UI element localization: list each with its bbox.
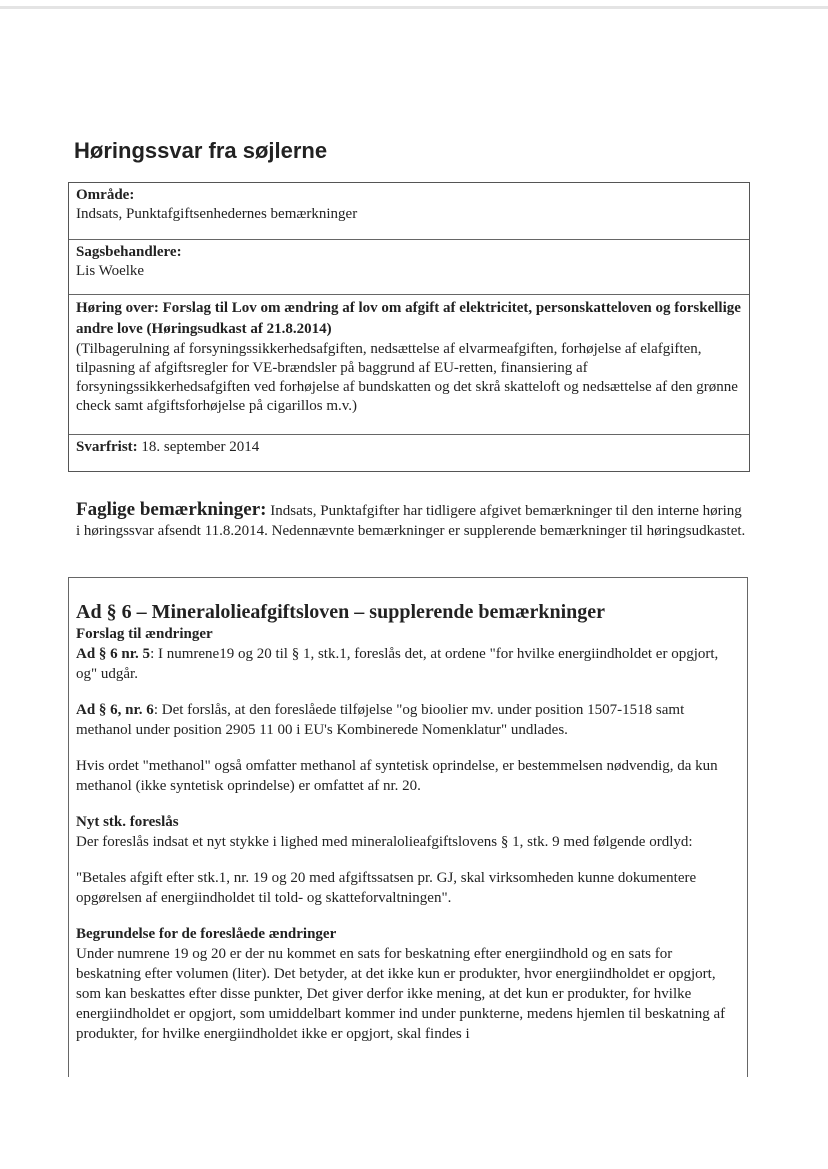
sagsbehandlere-value: Lis Woelke [76, 263, 145, 279]
row-omraade [69, 183, 749, 240]
paragraph-nyt-stk: Der foreslås indsat et nyt stykke i lighed med mineralolieafgiftslovens § 1, stk. 9 med følgende ordlyd: [76, 834, 693, 850]
hoering-description: (Tilbagerulning af forsyningssikkerhedsafgiften, nedsættelse af elvarmeafgiften, forhøjelse af elafgiften, tilpasning af afgiftsregler for VE-brændsler på baggrund af EU-retten, finansiering af forsyningssikkerhedsafgiften ved forhøjelse af bundskatten og det skrå skatteloft og nedsættelse af den grønne check samt afgiftsforhøjelse på cigarillos m.v.) [76, 341, 738, 414]
subheading-nyt-stk: Nyt stk. foreslås [76, 814, 179, 830]
subheading-begrundelse: Begrundelse for de foreslåede ændringer [76, 926, 337, 942]
hoering-label: Høring over: Forslag til Lov om ændring af lov om afgift af elektricitet, personskatteloven og forskellige andre love (Høringsudkast af 21.8.2014) [76, 300, 741, 337]
sagsbehandlere-label: Sagsbehandlere: [76, 244, 182, 260]
info-table [68, 182, 750, 472]
section-box [68, 577, 748, 1077]
faglige-paragraph [76, 500, 746, 541]
faglige-heading: Faglige bemærkninger: [76, 499, 267, 520]
faglige-text: Indsats, Punktafgifter har tidligere afgivet bemærkninger til den interne høring i høringssvar afsendt 11.8.2014. Nedennævnte bemærkninger er supplerende bemærkninger til høringsudkastet. [76, 503, 746, 539]
paragraph-nr5 [76, 644, 740, 684]
svarfrist-label: Svarfrist: [76, 439, 138, 455]
nr5-label: Ad § 6 nr. 5 [76, 646, 151, 662]
nr6-text: : Det forslås, at den foreslåede tilføjelse "og bioolier mv. under position 1507-1518 samt methanol under position 2905 11 00 i EU's Kombinerede Nomenklatur" undlades. [76, 702, 685, 738]
paragraph-quote: "Betales afgift efter stk.1, nr. 19 og 20 med afgiftssatsen pr. GJ, skal virksomheden kunne dokumentere opgørelsen af energiindholdet til told- og skatteforvaltningen". [76, 870, 697, 906]
row-sagsbehandlere [69, 240, 749, 295]
omraade-label: Område: [76, 187, 135, 203]
nr6-label: Ad § 6, nr. 6 [76, 702, 154, 718]
paragraph-begrundelse: Under numrene 19 og 20 er der nu kommet en sats for beskatning efter energiindhold og en sats for beskatning efter volumen (liter). Det betyder, at det ikke kun er produkter, hvor energiindholdet er opgjort, som kan beskattes efter disse punkter, Det giver derfor ikke mening, at det kun er produkter, for hvilke energiindholdet er opgjort, som umiddelbart kommer ind under punkterne, medens hjemlen til beskatning af produkter, for hvilke energiindholdet ikke er opgjort, skal findes i [76, 946, 726, 1042]
section-heading: Ad § 6 – Mineralolieafgiftsloven – supplerende bemærkninger [76, 601, 606, 623]
row-hoering [69, 295, 749, 435]
row-svarfrist [69, 435, 749, 471]
paragraph-methanol: Hvis ordet "methanol" også omfatter methanol af syntetisk oprindelse, er bestemmelsen nødvendig, da kun methanol (ikke syntetisk oprindelse) er omfattet af nr. 20. [76, 758, 718, 794]
page-title: Høringssvar fra søjlerne [74, 138, 328, 163]
subheading-forslag: Forslag til ændringer [76, 626, 213, 642]
scan-edge [0, 6, 828, 9]
svarfrist-value: 18. september 2014 [137, 439, 260, 455]
paragraph-nr6 [76, 700, 740, 740]
omraade-value: Indsats, Punktafgiftsenhedernes bemærkninger [76, 206, 358, 222]
nr5-text: : I numrene19 og 20 til § 1, stk.1, foreslås det, at ordene "for hvilke energiindholdet er opgjort, og" udgår. [76, 646, 719, 682]
